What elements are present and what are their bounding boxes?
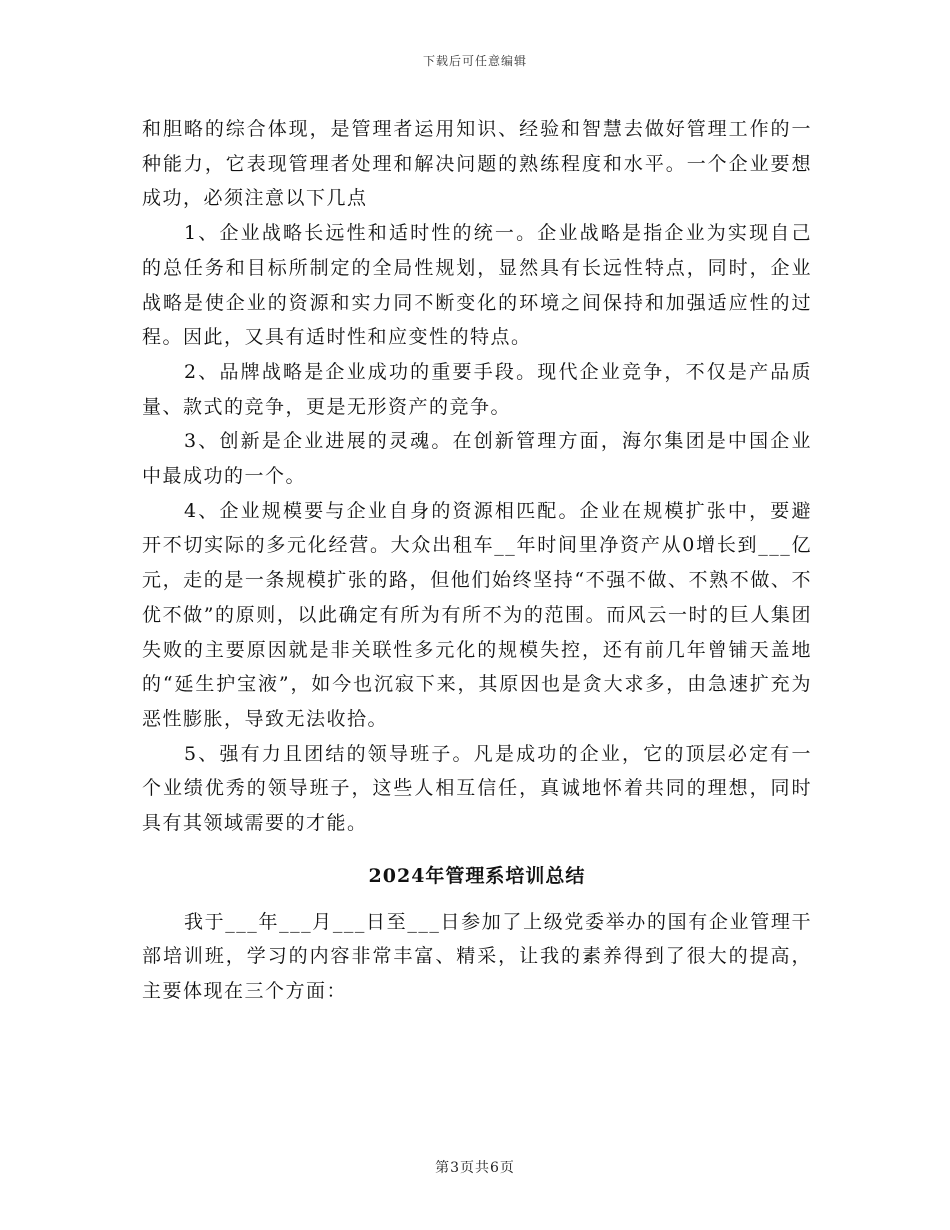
paragraph-point-2: 2、品牌战略是企业成功的重要手段。现代企业竞争，不仅是产品质量、款式的竞争，更是无形资产的竞争。	[142, 360, 812, 418]
paragraph-intro-continuation: 和胆略的综合体现，是管理者运用知识、经验和智慧去做好管理工作的一种能力，它表现管理者处理和解决问题的熟练程度和水平。一个企业要想成功，必须注意以下几点	[142, 118, 812, 210]
paragraph-point-1: 1、企业战略长远性和适时性的统一。企业战略是指企业为实现自己的总任务和目标所制定的全局性规划，显然具有长远性特点，同时，企业战略是使企业的资源和实力同不断变化的环境之间保持和加强适应性的过程。因此，又具有适时性和应变性的特点。	[142, 222, 812, 349]
page-number: 第3页共6页	[435, 1160, 515, 1176]
page-header: 下载后可任意编辑	[422, 54, 527, 68]
paragraph-point-3: 3、创新是企业进展的灵魂。在创新管理方面，海尔集团是中国企业中最成功的一个。	[142, 430, 812, 488]
section-title: 2024年管理系培训总结	[368, 864, 586, 887]
paragraph-point-5: 5、强有力且团结的领导班子。凡是成功的企业，它的顶层必定有一个业绩优秀的领导班子，这些人相互信任，真诚地怀着共同的理想，同时具有其领域需要的才能。	[142, 742, 812, 835]
document-body	[142, 112, 812, 1009]
section-paragraph: 我于___年___月___日至___日参加了上级党委举办的国有企业管理干部培训班，学习的内容非常丰富、精采，让我的素养得到了很大的提高，主要体现在三个方面：	[142, 910, 812, 1003]
paragraph-point-4: 4、企业规模要与企业自身的资源相匹配。企业在规模扩张中，要避开不切实际的多元化经营。大众出租车__年时间里净资产从0增长到___亿元，走的是一条规模扩张的路，但他们始终坚持“不强不做、不熟不做、不优不做”的原则，以此确定有所为有所不为的范围。而风云一时的巨人集团失败的主要原因就是非关联性多元化的规模失控，还有前几年曾铺天盖地的“延生护宝液”，如今也沉寂下来，其原因也是贪大求多，由急速扩充为恶性膨胀，导致无法收拾。	[142, 499, 812, 730]
